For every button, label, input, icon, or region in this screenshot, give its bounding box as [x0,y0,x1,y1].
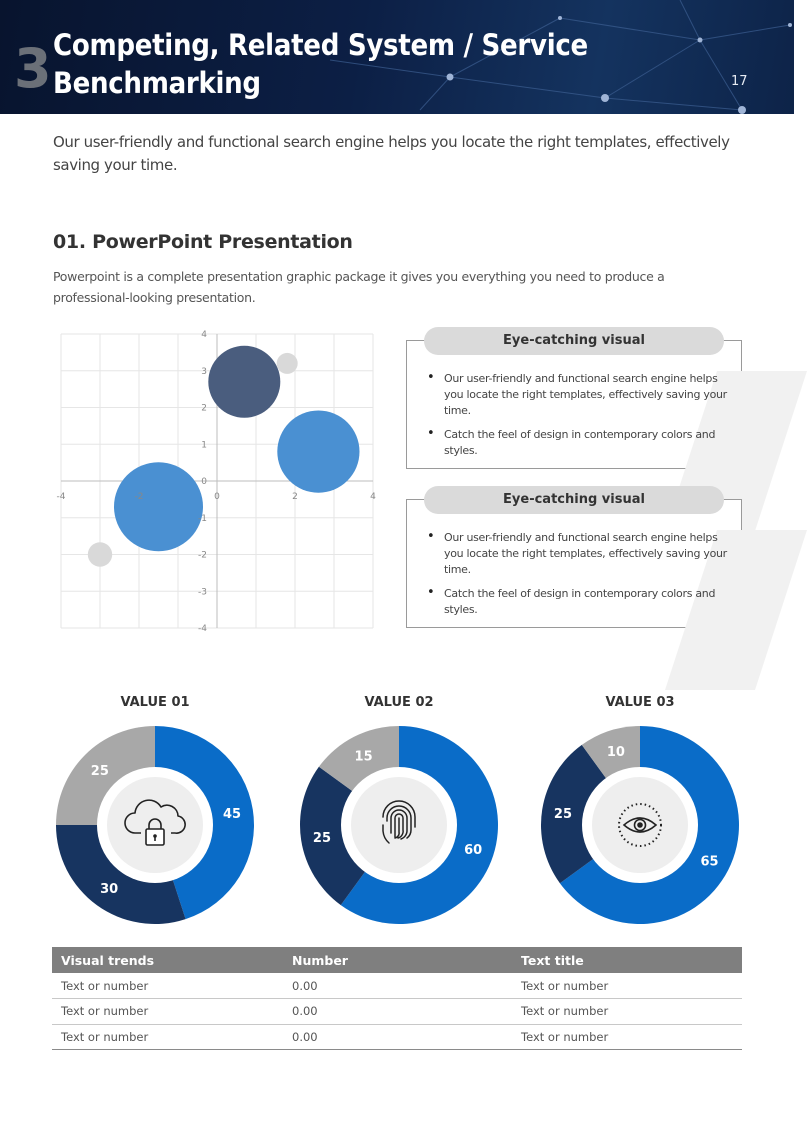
y-tick-label: -2 [198,550,207,561]
info-card-2 [406,499,742,628]
table-row [52,999,742,1025]
donut-data-label: 30 [100,882,119,898]
x-tick-label: -2 [134,492,144,502]
donut-data-label: 15 [354,749,373,765]
data-table [52,947,742,1050]
table-cell: 0.00 [283,973,512,999]
donut-data-label: 65 [700,854,719,870]
table-row [52,973,742,999]
y-tick-label: 1 [201,440,207,451]
donut-1-title: VALUE 01 [120,695,190,710]
donut-data-label: 25 [312,831,332,847]
donut-chart-3 [540,725,740,925]
bubble-point-2 [277,411,359,493]
donut-2-title: VALUE 02 [364,695,434,710]
donut-data-label: 10 [606,744,625,760]
donut-chart-1 [55,725,255,925]
x-tick-label: 0 [214,492,220,502]
table-cell: Text or number [52,999,283,1025]
y-tick-label: -3 [198,587,207,598]
page-header [0,0,794,114]
bubble-point-1 [208,346,280,418]
card-1-bullet-2: • Catch the feel of design in contemporary colors and styles. [427,427,727,459]
section-title: 01. PowerPoint Presentation [53,231,353,253]
section-description: Powerpoint is a complete presentation graphic package it gives you everything you need to produce a professional-looking presentation. [53,269,665,305]
page-title: Competing, Related System / Service Benchmarking [53,28,588,100]
bubble-point-4 [277,353,298,374]
donut-data-label: 25 [553,806,573,822]
x-tick-label: 2 [292,492,298,502]
bubble-point-5 [88,542,112,566]
table-cell: Text or number [52,973,283,999]
card-1-bullet-1: • Our user-friendly and functional search engine helps you locate the right templates, effectively saving your time. [427,371,727,419]
donut-data-label: 60 [464,843,483,859]
bubble-chart [58,324,376,632]
donut-data-label: 25 [90,763,109,779]
table-cell: 0.00 [283,999,512,1025]
y-tick-label: -4 [198,624,207,634]
bubble-point-3 [114,462,203,551]
page-number: 17 [731,74,748,89]
y-tick-label: -1 [198,513,207,524]
donut-data-label: 45 [222,806,242,822]
y-tick-label: 0 [201,477,207,487]
donut-chart-2 [299,725,499,925]
table-row [52,1024,742,1050]
x-tick-label: -4 [56,492,66,502]
intro-text: Our user-friendly and functional search engine helps you locate the right templates, effectively saving your time. [53,133,730,174]
section-number: 3 [14,37,52,100]
table-header-cell: Visual trends [52,947,283,973]
card-2-bullet-1: • Our user-friendly and functional search engine helps you locate the right templates, effectively saving your time. [427,530,727,578]
table-cell: Text or number [52,1024,283,1050]
table-cell: Text or number [512,1024,742,1050]
info-card-1 [406,340,742,469]
donut-3-title: VALUE 03 [605,695,675,710]
card-1-title: Eye-catching visual [424,327,724,355]
y-tick-label: 4 [201,330,207,340]
table-header-cell: Text title [512,947,742,973]
table-cell: 0.00 [283,1024,512,1050]
y-tick-label: 3 [201,366,207,377]
x-tick-label: 4 [370,492,376,502]
y-tick-label: 2 [201,403,207,414]
card-2-bullet-2: • Catch the feel of design in contemporary colors and styles. [427,586,727,618]
table-header-cell: Number [283,947,512,973]
card-2-title: Eye-catching visual [424,486,724,514]
table-header-row [52,947,742,973]
table-cell: Text or number [512,999,742,1025]
table-cell: Text or number [512,973,742,999]
